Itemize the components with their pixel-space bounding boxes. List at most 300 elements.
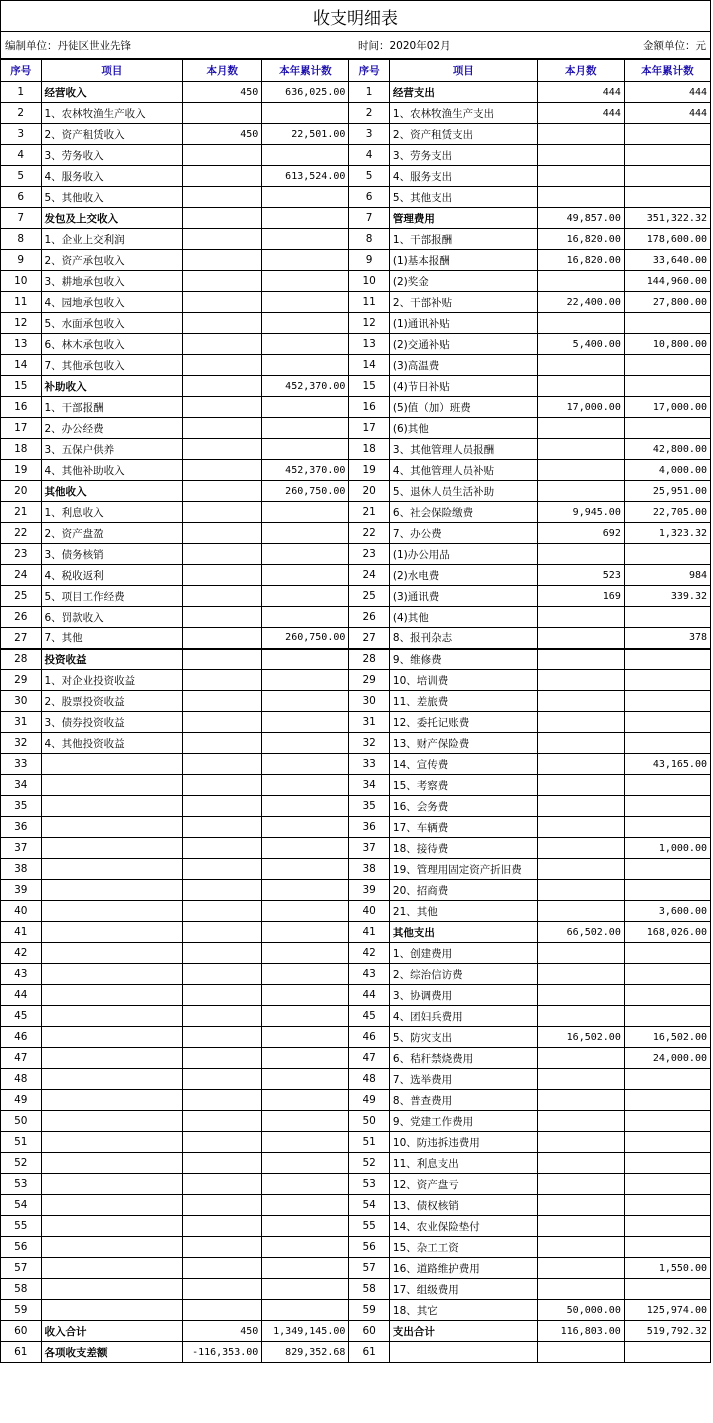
left-month-cell — [183, 922, 262, 943]
left-seq-cell: 1 — [1, 82, 42, 103]
right-month-cell: 17,000.00 — [537, 397, 624, 418]
currency-unit: 金额单位：元 — [643, 39, 706, 52]
right-item-cell: 13、债权核销 — [389, 1195, 537, 1216]
left-ytd-cell — [262, 985, 349, 1006]
table-row — [1, 775, 711, 796]
right-ytd-cell — [624, 796, 710, 817]
right-item-cell: 1、农林牧渔生产支出 — [389, 103, 537, 124]
right-item-cell: 14、宣传费 — [389, 754, 537, 775]
right-ytd-cell — [624, 964, 710, 985]
left-ytd-cell — [262, 145, 349, 166]
right-item-cell: 11、差旅费 — [389, 691, 537, 712]
left-seq-cell: 21 — [1, 502, 42, 523]
right-item-cell: (2)水电费 — [389, 565, 537, 586]
right-ytd-cell: 33,640.00 — [624, 250, 710, 271]
right-ytd-cell — [624, 649, 710, 670]
left-month-cell — [183, 628, 262, 649]
left-month-cell — [183, 943, 262, 964]
right-item-cell: (6)其他 — [389, 418, 537, 439]
right-item-cell: 6、秸秆禁烧费用 — [389, 1048, 537, 1069]
table-row — [1, 376, 711, 397]
right-ytd-cell — [624, 1174, 710, 1195]
left-seq-cell: 39 — [1, 880, 42, 901]
right-item-cell: 19、管理用固定资产折旧费 — [389, 859, 537, 880]
header-ytd-right: 本年累计数 — [624, 60, 710, 82]
right-ytd-cell — [624, 1342, 710, 1363]
left-item-cell — [41, 1258, 183, 1279]
left-ytd-cell — [262, 1111, 349, 1132]
right-seq-cell: 29 — [349, 670, 390, 691]
left-month-cell — [183, 964, 262, 985]
left-month-cell — [183, 1279, 262, 1300]
right-ytd-cell — [624, 775, 710, 796]
right-ytd-cell — [624, 1069, 710, 1090]
left-month-cell — [183, 502, 262, 523]
right-item-cell: (1)通讯补贴 — [389, 313, 537, 334]
left-seq-cell: 20 — [1, 481, 42, 502]
right-ytd-cell: 42,800.00 — [624, 439, 710, 460]
right-seq-cell: 16 — [349, 397, 390, 418]
table-row — [1, 1090, 711, 1111]
right-ytd-cell: 168,026.00 — [624, 922, 710, 943]
left-month-cell — [183, 523, 262, 544]
header-seq-left: 序号 — [1, 60, 42, 82]
right-month-cell — [537, 145, 624, 166]
left-ytd-cell — [262, 418, 349, 439]
left-seq-cell: 45 — [1, 1006, 42, 1027]
right-ytd-cell — [624, 1216, 710, 1237]
right-month-cell: 50,000.00 — [537, 1300, 624, 1321]
right-item-cell: 11、利息支出 — [389, 1153, 537, 1174]
left-month-cell — [183, 1237, 262, 1258]
right-seq-cell: 39 — [349, 880, 390, 901]
left-month-cell — [183, 166, 262, 187]
left-seq-cell: 3 — [1, 124, 42, 145]
right-month-cell: 523 — [537, 565, 624, 586]
right-item-cell: 2、资产租赁支出 — [389, 124, 537, 145]
left-ytd-cell — [262, 292, 349, 313]
left-item-cell: 7、其他承包收入 — [41, 355, 183, 376]
left-seq-cell: 48 — [1, 1069, 42, 1090]
left-seq-cell: 46 — [1, 1027, 42, 1048]
left-month-cell: 450 — [183, 82, 262, 103]
left-month-cell — [183, 481, 262, 502]
right-seq-cell: 13 — [349, 334, 390, 355]
right-item-cell: (2)奖金 — [389, 271, 537, 292]
left-seq-cell: 51 — [1, 1132, 42, 1153]
left-ytd-cell — [262, 1237, 349, 1258]
right-ytd-cell: 144,960.00 — [624, 271, 710, 292]
right-ytd-cell — [624, 1111, 710, 1132]
right-ytd-cell — [624, 817, 710, 838]
left-item-cell: 收入合计 — [41, 1321, 183, 1342]
right-item-cell: 4、其他管理人员补贴 — [389, 460, 537, 481]
left-seq-cell: 15 — [1, 376, 42, 397]
right-month-cell — [537, 817, 624, 838]
left-item-cell — [41, 1216, 183, 1237]
right-ytd-cell — [624, 376, 710, 397]
right-item-cell: 经营支出 — [389, 82, 537, 103]
right-month-cell: 444 — [537, 82, 624, 103]
right-ytd-cell: 25,951.00 — [624, 481, 710, 502]
right-month-cell — [537, 124, 624, 145]
right-seq-cell: 19 — [349, 460, 390, 481]
table-row — [1, 922, 711, 943]
right-ytd-cell: 444 — [624, 103, 710, 124]
table-row — [1, 145, 711, 166]
table-row — [1, 1048, 711, 1069]
left-seq-cell: 4 — [1, 145, 42, 166]
left-seq-cell: 29 — [1, 670, 42, 691]
right-seq-cell: 56 — [349, 1237, 390, 1258]
left-ytd-cell: 613,524.00 — [262, 166, 349, 187]
left-item-cell: 3、债券投资收益 — [41, 712, 183, 733]
right-seq-cell: 55 — [349, 1216, 390, 1237]
right-month-cell — [537, 649, 624, 670]
right-item-cell: (1)基本报酬 — [389, 250, 537, 271]
right-item-cell: (2)交通补贴 — [389, 334, 537, 355]
left-seq-cell: 31 — [1, 712, 42, 733]
table-row — [1, 523, 711, 544]
right-month-cell — [537, 418, 624, 439]
left-item-cell — [41, 943, 183, 964]
table-row — [1, 418, 711, 439]
left-seq-cell: 36 — [1, 817, 42, 838]
left-item-cell — [41, 1279, 183, 1300]
right-seq-cell: 1 — [349, 82, 390, 103]
table-row — [1, 334, 711, 355]
left-ytd-cell — [262, 103, 349, 124]
right-item-cell: 4、团妇兵费用 — [389, 1006, 537, 1027]
left-seq-cell: 50 — [1, 1111, 42, 1132]
left-ytd-cell: 260,750.00 — [262, 628, 349, 649]
left-ytd-cell: 1,349,145.00 — [262, 1321, 349, 1342]
left-item-cell — [41, 1153, 183, 1174]
right-item-cell: (3)通讯费 — [389, 586, 537, 607]
left-seq-cell: 12 — [1, 313, 42, 334]
right-seq-cell: 47 — [349, 1048, 390, 1069]
right-ytd-cell: 22,705.00 — [624, 502, 710, 523]
table-body — [1, 82, 711, 1363]
right-item-cell: 管理费用 — [389, 208, 537, 229]
left-month-cell — [183, 880, 262, 901]
left-month-cell — [183, 754, 262, 775]
left-ytd-cell — [262, 754, 349, 775]
left-month-cell: 450 — [183, 124, 262, 145]
right-ytd-cell: 1,550.00 — [624, 1258, 710, 1279]
left-seq-cell: 17 — [1, 418, 42, 439]
right-seq-cell: 46 — [349, 1027, 390, 1048]
left-ytd-cell — [262, 817, 349, 838]
right-month-cell: 16,820.00 — [537, 229, 624, 250]
left-seq-cell: 5 — [1, 166, 42, 187]
left-item-cell: 经营收入 — [41, 82, 183, 103]
left-ytd-cell — [262, 1195, 349, 1216]
left-seq-cell: 35 — [1, 796, 42, 817]
right-month-cell — [537, 544, 624, 565]
left-ytd-cell — [262, 838, 349, 859]
table-row — [1, 649, 711, 670]
right-month-cell — [537, 691, 624, 712]
left-item-cell: 2、资产盘盈 — [41, 523, 183, 544]
left-item-cell — [41, 1006, 183, 1027]
right-seq-cell: 17 — [349, 418, 390, 439]
left-seq-cell: 52 — [1, 1153, 42, 1174]
right-seq-cell: 15 — [349, 376, 390, 397]
right-month-cell — [537, 1048, 624, 1069]
right-month-cell — [537, 1342, 624, 1363]
left-ytd-cell — [262, 1174, 349, 1195]
right-month-cell — [537, 838, 624, 859]
left-ytd-cell — [262, 544, 349, 565]
header-ytd-left: 本年累计数 — [262, 60, 349, 82]
left-item-cell: 6、林木承包收入 — [41, 334, 183, 355]
left-item-cell: 5、水面承包收入 — [41, 313, 183, 334]
right-item-cell: 3、其他管理人员报酬 — [389, 439, 537, 460]
right-item-cell: 9、维修费 — [389, 649, 537, 670]
right-ytd-cell — [624, 607, 710, 628]
left-month-cell — [183, 334, 262, 355]
header-row — [1, 60, 711, 82]
left-item-cell: 1、干部报酬 — [41, 397, 183, 418]
right-ytd-cell — [624, 985, 710, 1006]
table-row — [1, 1132, 711, 1153]
right-seq-cell: 59 — [349, 1300, 390, 1321]
right-seq-cell: 51 — [349, 1132, 390, 1153]
left-item-cell: 4、其他补助收入 — [41, 460, 183, 481]
right-seq-cell: 27 — [349, 628, 390, 649]
left-ytd-cell — [262, 334, 349, 355]
left-ytd-cell — [262, 859, 349, 880]
left-month-cell — [183, 250, 262, 271]
left-month-cell — [183, 397, 262, 418]
left-item-cell: 2、资产租赁收入 — [41, 124, 183, 145]
right-month-cell — [537, 712, 624, 733]
left-item-cell: 2、股票投资收益 — [41, 691, 183, 712]
left-seq-cell: 34 — [1, 775, 42, 796]
table-row — [1, 481, 711, 502]
right-seq-cell: 25 — [349, 586, 390, 607]
left-ytd-cell — [262, 1048, 349, 1069]
right-seq-cell: 42 — [349, 943, 390, 964]
left-seq-cell: 54 — [1, 1195, 42, 1216]
left-item-cell — [41, 817, 183, 838]
right-month-cell — [537, 355, 624, 376]
right-month-cell: 66,502.00 — [537, 922, 624, 943]
header-month-right: 本月数 — [537, 60, 624, 82]
left-ytd-cell — [262, 1132, 349, 1153]
right-seq-cell: 24 — [349, 565, 390, 586]
right-month-cell: 169 — [537, 586, 624, 607]
table-row — [1, 313, 711, 334]
table-row — [1, 964, 711, 985]
right-month-cell: 9,945.00 — [537, 502, 624, 523]
right-ytd-cell — [624, 418, 710, 439]
right-ytd-cell — [624, 670, 710, 691]
right-ytd-cell: 43,165.00 — [624, 754, 710, 775]
right-item-cell: 3、协调费用 — [389, 985, 537, 1006]
table-row — [1, 208, 711, 229]
table-row — [1, 1195, 711, 1216]
left-item-cell: 补助收入 — [41, 376, 183, 397]
right-seq-cell: 33 — [349, 754, 390, 775]
right-seq-cell: 8 — [349, 229, 390, 250]
left-month-cell — [183, 1153, 262, 1174]
left-ytd-cell — [262, 313, 349, 334]
left-item-cell: 3、劳务收入 — [41, 145, 183, 166]
right-seq-cell: 28 — [349, 649, 390, 670]
right-seq-cell: 14 — [349, 355, 390, 376]
right-ytd-cell: 24,000.00 — [624, 1048, 710, 1069]
right-seq-cell: 9 — [349, 250, 390, 271]
right-item-cell: 2、干部补贴 — [389, 292, 537, 313]
right-item-cell: 其他支出 — [389, 922, 537, 943]
table-row — [1, 1279, 711, 1300]
right-month-cell — [537, 460, 624, 481]
right-month-cell — [537, 439, 624, 460]
right-ytd-cell: 378 — [624, 628, 710, 649]
table-row — [1, 229, 711, 250]
header-seq-right: 序号 — [349, 60, 390, 82]
right-month-cell: 5,400.00 — [537, 334, 624, 355]
right-item-cell: 12、委托记账费 — [389, 712, 537, 733]
right-ytd-cell — [624, 691, 710, 712]
right-item-cell: 10、防违拆违费用 — [389, 1132, 537, 1153]
right-item-cell: 18、其它 — [389, 1300, 537, 1321]
right-month-cell — [537, 859, 624, 880]
left-item-cell — [41, 964, 183, 985]
left-item-cell: 7、其他 — [41, 628, 183, 649]
left-month-cell — [183, 607, 262, 628]
right-item-cell: 20、招商费 — [389, 880, 537, 901]
right-month-cell: 16,820.00 — [537, 250, 624, 271]
right-ytd-cell — [624, 712, 710, 733]
right-ytd-cell — [624, 859, 710, 880]
right-seq-cell: 50 — [349, 1111, 390, 1132]
right-ytd-cell — [624, 1006, 710, 1027]
left-seq-cell: 28 — [1, 649, 42, 670]
right-seq-cell: 4 — [349, 145, 390, 166]
right-seq-cell: 61 — [349, 1342, 390, 1363]
right-ytd-cell — [624, 187, 710, 208]
right-ytd-cell: 27,800.00 — [624, 292, 710, 313]
left-item-cell: 其他收入 — [41, 481, 183, 502]
table-row — [1, 1342, 711, 1363]
left-month-cell — [183, 985, 262, 1006]
left-month-cell — [183, 712, 262, 733]
left-ytd-cell — [262, 1069, 349, 1090]
left-seq-cell: 14 — [1, 355, 42, 376]
left-month-cell — [183, 817, 262, 838]
left-seq-cell: 57 — [1, 1258, 42, 1279]
table-row — [1, 859, 711, 880]
right-seq-cell: 41 — [349, 922, 390, 943]
right-month-cell — [537, 481, 624, 502]
left-month-cell — [183, 670, 262, 691]
left-ytd-cell — [262, 502, 349, 523]
right-ytd-cell — [624, 1195, 710, 1216]
table-row — [1, 397, 711, 418]
right-ytd-cell — [624, 1237, 710, 1258]
table-row — [1, 985, 711, 1006]
right-month-cell — [537, 1069, 624, 1090]
right-item-cell: 16、会务费 — [389, 796, 537, 817]
right-seq-cell: 7 — [349, 208, 390, 229]
left-item-cell — [41, 754, 183, 775]
right-month-cell — [537, 166, 624, 187]
right-ytd-cell: 351,322.32 — [624, 208, 710, 229]
right-item-cell: 6、社会保险缴费 — [389, 502, 537, 523]
right-item-cell: 10、培训费 — [389, 670, 537, 691]
table-row — [1, 292, 711, 313]
left-seq-cell: 24 — [1, 565, 42, 586]
right-seq-cell: 23 — [349, 544, 390, 565]
left-item-cell: 1、对企业投资收益 — [41, 670, 183, 691]
right-month-cell — [537, 964, 624, 985]
right-seq-cell: 12 — [349, 313, 390, 334]
left-ytd-cell — [262, 1090, 349, 1111]
table-row — [1, 1006, 711, 1027]
right-item-cell: 4、服务支出 — [389, 166, 537, 187]
left-seq-cell: 9 — [1, 250, 42, 271]
right-month-cell — [537, 1258, 624, 1279]
right-item-cell: 21、其他 — [389, 901, 537, 922]
table-row — [1, 1216, 711, 1237]
right-item-cell: 1、创建费用 — [389, 943, 537, 964]
report-period: 时间：2020年02月 — [358, 39, 451, 52]
right-month-cell — [537, 1216, 624, 1237]
right-month-cell — [537, 1195, 624, 1216]
left-seq-cell: 26 — [1, 607, 42, 628]
left-month-cell — [183, 1258, 262, 1279]
right-month-cell — [537, 1132, 624, 1153]
left-seq-cell: 42 — [1, 943, 42, 964]
right-seq-cell: 21 — [349, 502, 390, 523]
left-seq-cell: 47 — [1, 1048, 42, 1069]
right-seq-cell: 11 — [349, 292, 390, 313]
left-seq-cell: 19 — [1, 460, 42, 481]
table-row — [1, 1174, 711, 1195]
table-row — [1, 796, 711, 817]
left-seq-cell: 6 — [1, 187, 42, 208]
right-seq-cell: 20 — [349, 481, 390, 502]
left-item-cell: 4、服务收入 — [41, 166, 183, 187]
table-row — [1, 691, 711, 712]
right-seq-cell: 48 — [349, 1069, 390, 1090]
right-item-cell: 5、其他支出 — [389, 187, 537, 208]
left-ytd-cell — [262, 943, 349, 964]
right-month-cell: 444 — [537, 103, 624, 124]
right-item-cell: 16、道路维护费用 — [389, 1258, 537, 1279]
left-item-cell: 2、办公经费 — [41, 418, 183, 439]
right-ytd-cell: 16,502.00 — [624, 1027, 710, 1048]
right-month-cell — [537, 775, 624, 796]
left-item-cell: 4、税收返利 — [41, 565, 183, 586]
left-ytd-cell — [262, 922, 349, 943]
table-row — [1, 838, 711, 859]
right-month-cell — [537, 901, 624, 922]
right-seq-cell: 44 — [349, 985, 390, 1006]
right-ytd-cell — [624, 733, 710, 754]
left-month-cell — [183, 1069, 262, 1090]
left-item-cell — [41, 1069, 183, 1090]
table-row — [1, 82, 711, 103]
right-item-cell: 17、车辆费 — [389, 817, 537, 838]
right-seq-cell: 22 — [349, 523, 390, 544]
right-seq-cell: 40 — [349, 901, 390, 922]
left-month-cell — [183, 460, 262, 481]
left-month-cell: 450 — [183, 1321, 262, 1342]
